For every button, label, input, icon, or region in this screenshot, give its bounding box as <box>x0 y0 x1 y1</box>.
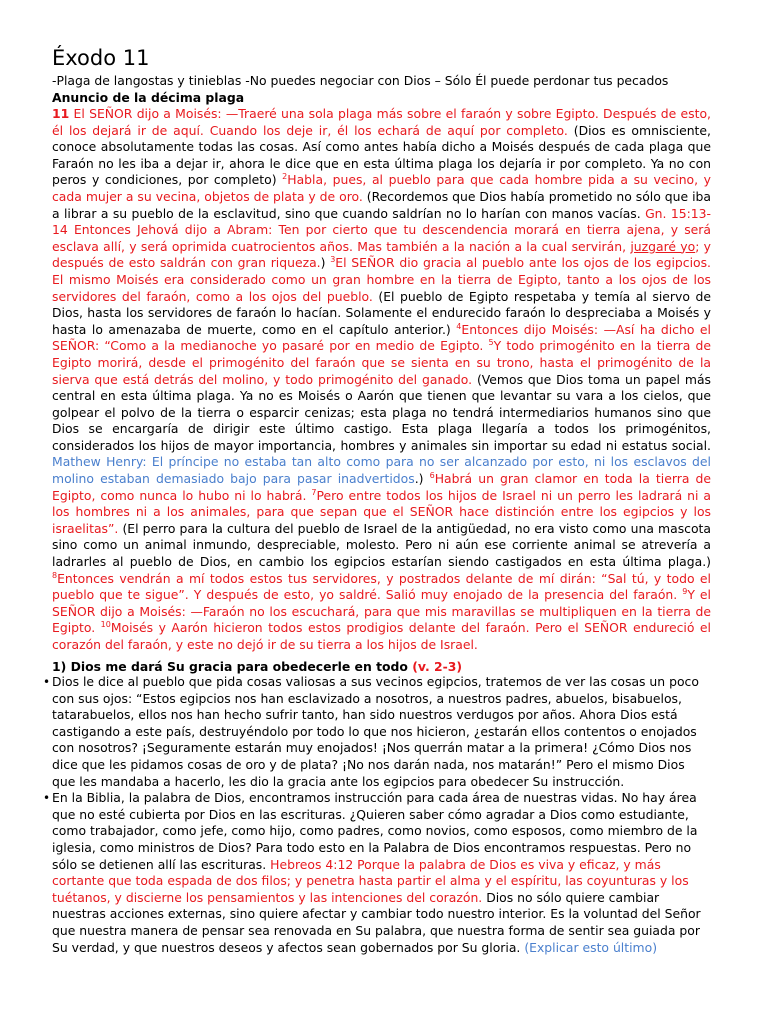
commentary-4: (Vemos que Dios toma un papel más central en esta última plaga. Ya no es Moisés o Aarón que tienen que levantar su vara a los cielos, que golpear el polvo de la tierra o esparcir cenizas; esta plaga no tendrá intermediarios humanos sino que Dios se encargaría de dirigir este último castigo. Esta plaga llegaría a todos los primogénitos, considerados los hijos de mayor importancia, hombres y animales sin importar su edad ni estatus social. <box>52 371 711 453</box>
verse-7-text: Pero entre todos los hijos de Israel ni un perro les ladrará ni a los hombres ni a los animales, para que sepan que el SEÑOR hace distinción entre los egipcios y los israelitas”. <box>52 487 712 536</box>
verse-number-4: 4 <box>456 321 462 331</box>
verse-number-5: 5 <box>488 338 494 348</box>
explain-note: (Explicar esto último) <box>524 939 658 955</box>
commentary-1: (Dios es omnisciente, conoce absolutamente todas las cosas. Así como antes había dicho a Moisés después de cada plaga que Faraón no les iba a dejar ir, ahora le dice que en esta última plaga los dejaría ir por completo. Ya no con peros y condiciones, por completo) <box>52 122 711 188</box>
page-subtitle: -Plaga de langostas y tinieblas -No puedes negociar con Dios – Sólo Él puede perdonar tus pecados <box>52 73 669 88</box>
page-title: Éxodo 11 <box>52 46 150 70</box>
verse-9-text: Y el SEÑOR dijo a Moisés: —Faraón no los escuchará, para que mis maravillas se multipliquen en la tierra de Egipto. <box>52 587 712 636</box>
verse-number-3: 3 <box>330 255 336 265</box>
commentary-3: (El pueblo de Egipto respetaba y temía al siervo de Dios, hasta los servidores de faraón lo hacían. Solamente el endurecido faraón lo despreciaba a Moisés y hasta lo amenazaba de muerte, como en el capítulo anterior.) <box>52 288 711 337</box>
verse-1-text: El SEÑOR dijo a Moisés: —Traeré una sola plaga más sobre el faraón y sobre Egipto. Después de esto, él los dejará ir de aquí. Cuando los deje ir, él los echará de aquí por completo. <box>52 106 711 138</box>
verse-5-text: Y todo primogénito en la tierra de Egipto morirá, desde el primogénito del faraón que se sienta en su trono, hasta el primogénito de la sierva que está detrás del molino, y todo primogénito del ganado. <box>52 338 711 387</box>
commentary-2-close: ) <box>320 255 331 271</box>
chapter-number: 11 <box>52 106 70 121</box>
section-1-reference: (v. 2-3) <box>412 659 463 674</box>
verse-number-8: 8 <box>52 570 58 580</box>
bullet-1-text: Dios le dice al pueblo que pida cosas valiosas a sus vecinos egipcios, tratemos de ver las cosas un poco con sus ojos: “Estos egipcios nos han esclavizado a nosotros, a nuestros padres, abuelos, bisabuelos, tatarabuelos, ellos nos han hecho sufrir tanto, han sido nuestros verdugos por años. Ahora Dios está castigando a este país, destruyéndolo por todo lo que nos hicieron, ¿estarán ellos contentos o enojados con nosotros? ¡Seguramente estarán muy enojados! ¡Nos querrán matar a la primera! ¿Cómo Dios nos dice que les pidamos cosas de oro y de plata? ¡No nos darán nada, nos matarán!” Pero el mismo Dios que les mandaba a hacerlo, les dio la gracia ante los egipcios para obedecer Su instrucción. <box>52 674 699 789</box>
verse-4-text: Entonces dijo Moisés: —Así ha dicho el SEÑOR: “Como a la medianoche yo pasaré por en medio de Egipto. <box>52 321 711 354</box>
verse-number-10: 10 <box>100 620 111 630</box>
bullet-icon: • <box>43 791 51 806</box>
verse-number-6: 6 <box>429 470 435 480</box>
section-heading-announcement: Anuncio de la décima plaga <box>52 90 245 105</box>
verse-number-9: 9 <box>682 587 688 597</box>
bullet-icon: • <box>43 675 51 689</box>
section-1-bullets <box>43 674 711 956</box>
verse-number-7: 7 <box>311 487 317 497</box>
bullet-2-text: En la Biblia, la palabra de Dios, encontramos instrucción para cada área de nuestras vidas. No hay área que no esté cubierta por Dios en las escrituras. ¿Quieren saber cómo agradar a Dios como estudiante, como trabajador, como jefe, como hijo, como padres, como novios, como esposos, como miembro de la iglesia, como ministros de Dios? Para todo esto en la Palabra de Dios encontramos respuestas. Pero no sólo se detienen allí las escrituras. <box>52 790 698 872</box>
list-item <box>43 790 711 956</box>
cross-reference-genesis: Gn. 15:13-14 Entonces Jehová dijo a Abram: Ten por cierto que tu descendencia morará en tierra ajena, y será esclava allí, y será oprimida cuatrocientos años. Mas también a la nación a la cual servirán, <box>52 205 712 254</box>
verse-8-text: Entonces vendrán a mí todos estos tus servidores, y postrados delante de mí dirán: “Sal tú, y todo el pueblo que te sigue”. Y después de esto, yo saldré. Salió muy enojado de la presencia del faraón. <box>52 570 711 603</box>
verse-number-2: 2 <box>282 172 288 182</box>
verse-2-text: Habla, pues, al pueblo para que cada hombre pida a su vecino, y cada mujer a su vecina, objetos de plata y de oro. <box>52 172 712 204</box>
commentary-2: (Recordemos que Dios había prometido no sólo que iba a librar a su pueblo de la esclavitud, sino que cuando saldrían no lo harían con manos vacías. <box>52 188 711 221</box>
cross-reference-underline: juzgaré yo <box>630 238 696 254</box>
section-1-title: 1) Dios me dará Su gracia para obedecerle en todo <box>52 659 413 674</box>
commentary-5: (El perro para la cultura del pueblo de Israel de la antigüedad, no era visto como una mascota sino como un animal inmundo, despreciable, molesto. Pero ni aún ese corriente animal se atrevería a ladrarles al pueblo de Dios, en cambio los egipcios estarían siendo castigados en esta última plaga.) <box>52 520 711 570</box>
list-item <box>43 674 711 790</box>
verse-3-text: El SEÑOR dio gracia al pueblo ante los ojos de los egipcios. El mismo Moisés era considerado como un gran hombre en la tierra de Egipto, tanto a los ojos de los servidores del faraón, como a los ojos del pueblo. <box>52 255 711 304</box>
hebrews-reference: Hebreos 4:12 Porque la palabra de Dios es viva y eficaz, y más cortante que toda espada de dos filos; y penetra hasta partir el alma y el espíritu, las coyunturas y los tuétanos, y discierne los pensamientos y las intenciones del corazón. <box>52 856 689 905</box>
commentary-4-close: .) <box>414 471 430 487</box>
verse-6-text: Habrá un gran clamor en toda la tierra de Egipto, como nunca lo hubo ni lo habrá. <box>52 471 712 503</box>
cross-reference-genesis-end: ; y después de esto saldrán con gran riqueza. <box>52 238 712 271</box>
matthew-henry-quote: Mathew Henry: El príncipe no estaba tan alto como para no ser alcanzado por esto, ni los esclavos del molino estaban demasiado bajo para pasar inadvertidos <box>52 454 711 487</box>
bullet-2-continuation: Dios no sólo quiere cambiar nuestras acciones externas, sino quiere afectar y cambiar todo nuestro interior. Es la voluntad del Señor que nuestra manera de pensar sea renovada en Su palabra, que nuestra forma de sentir sea guiada por Su verdad, y que nuestros deseos y afectos sean gobernados por Su gloria. <box>52 889 701 955</box>
verse-10-text: Moisés y Aarón hicieron todos estos prodigios delante del faraón. Pero el SEÑOR endureció el corazón del faraón, y este no dejó ir de su tierra a los hijos de Israel. <box>52 620 711 652</box>
scripture-passage <box>52 106 711 654</box>
